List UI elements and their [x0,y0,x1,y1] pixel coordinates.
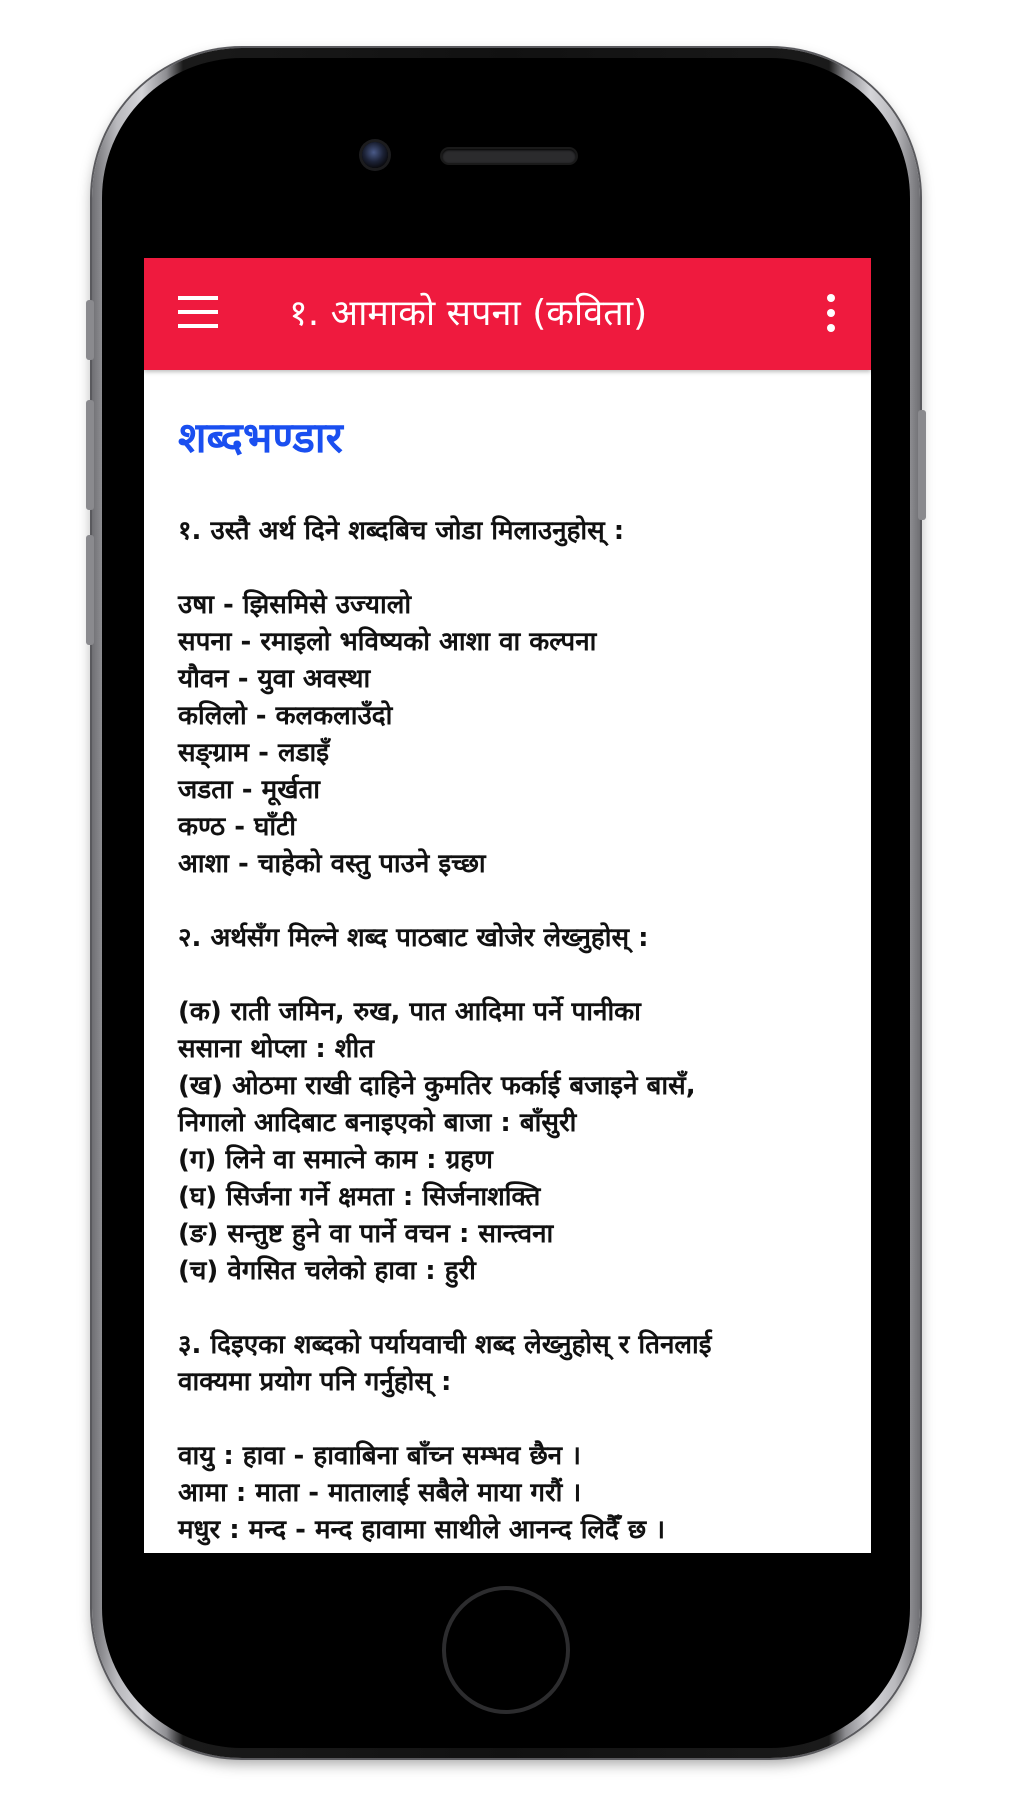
list-item: उषा - झिसमिसे उज्यालो [178,590,412,620]
list-item: (ङ) सन्तुष्ट हुने वा पार्ने वचन : सान्त्वना [178,1219,554,1249]
question-title: ३. दिइएका शब्दको पर्यायवाची शब्द लेख्नुहोस् र तिनलाई [178,1330,712,1360]
lesson-content [178,370,858,1549]
question-title: २. अर्थसँग मिल्ने शब्द पाठबाट खोजेर लेख्नुहोस् : [178,923,649,953]
list-item: ससाना थोप्ला : शीत [178,1034,375,1064]
list-item: आमा : माता - मातालाई सबैले माया गरौं । [178,1478,582,1508]
question-title: १. उस्तै अर्थ दिने शब्दबिच जोडा मिलाउनुहोस् : [178,516,625,546]
question-title: वाक्यमा प्रयोग पनि गर्नुहोस् : [178,1367,452,1397]
list-item: वायु : हावा - हावाबिना बाँच्न सम्भव छैन । [178,1441,582,1471]
app-screen [144,258,871,1553]
list-item: (घ) सिर्जना गर्ने क्षमता : सिर्जनाशक्ति [178,1182,541,1212]
volume-down-button [86,535,94,645]
list-item: (ग) लिने वा समात्ने काम : ग्रहण [178,1145,493,1175]
vocabulary-text [178,513,858,1549]
front-camera [362,142,388,168]
app-bar-title: १. आमाको सपना (कविता) [289,293,648,334]
list-item: जडता - मूर्खता [178,775,321,805]
volume-up-button [86,400,94,510]
section-heading: शब्दभण्डार [178,413,343,462]
list-item: सपना - रमाइलो भविष्यको आशा वा कल्पना [178,627,597,657]
earpiece-speaker [442,149,576,163]
list-item: सङ्ग्राम - लडाइँ [178,738,330,768]
power-button [918,410,926,520]
home-button[interactable] [442,1586,570,1714]
list-item: (ख) ओठमा राखी दाहिने कुमतिर फर्काई बजाइने बासँ, [178,1071,696,1101]
app-bar [144,258,871,370]
mute-switch [86,300,94,360]
hamburger-menu-icon[interactable] [178,296,218,330]
list-item: यौवन - युवा अवस्था [178,664,371,694]
list-item: (च) वेगसित चलेको हावा : हुरी [178,1256,476,1286]
more-vertical-icon[interactable] [824,294,838,334]
list-item: (क) राती जमिन, रुख, पात आदिमा पर्ने पानीका [178,997,641,1027]
list-item: कलिलो - कलकलाउँदो [178,701,393,731]
list-item: मधुर : मन्द - मन्द हावामा साथीले आनन्द लिदैँ छ । [178,1515,666,1545]
list-item: निगालो आदिबाट बनाइएको बाजा : बाँसुरी [178,1108,577,1138]
list-item: आशा - चाहेको वस्तु पाउने इच्छा [178,849,486,879]
list-item: कण्ठ - घाँटी [178,812,296,842]
